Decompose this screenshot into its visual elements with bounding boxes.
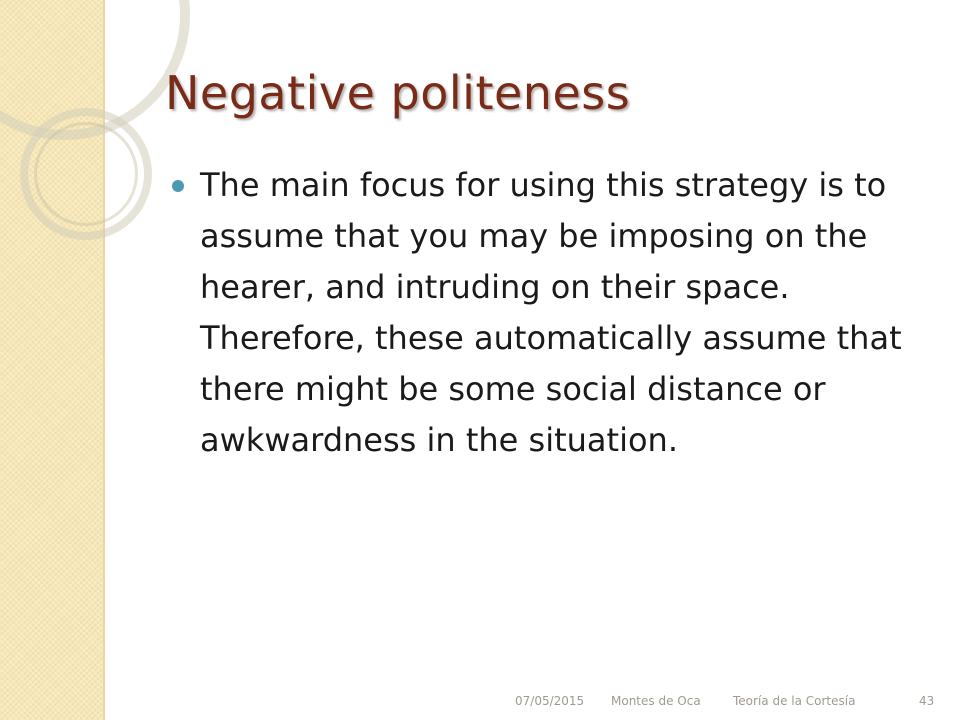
footer-page-number: 43 — [919, 694, 935, 708]
bullet-text: The main focus for using this strategy is to assume that you may be imposing on the hearer, and intruding on their space. Therefore, these automatically assume that there might be some social distance or awkwardness in the situation. — [200, 166, 902, 459]
decorative-ring-inner — [34, 122, 138, 226]
slide-content — [172, 160, 912, 466]
footer-course: Teoría de la Cortesía — [733, 694, 856, 708]
footer-date: 07/05/2015 — [515, 694, 585, 708]
footer-author: Montes de Oca — [611, 694, 701, 708]
bullet-item — [172, 160, 912, 466]
slide-footer — [0, 694, 960, 712]
bullet-dot-icon — [172, 180, 184, 192]
slide-title: Negative politeness — [165, 66, 631, 120]
